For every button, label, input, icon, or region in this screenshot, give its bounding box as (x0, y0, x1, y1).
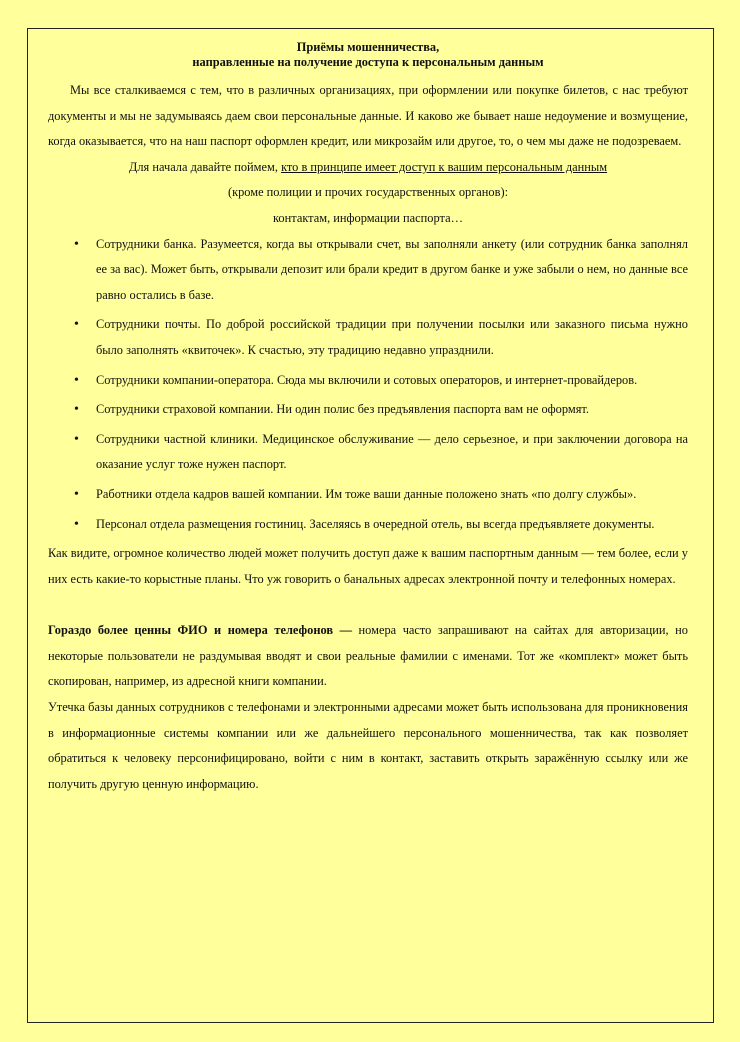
access-note: (кроме полиции и прочих государственных органов): (227, 185, 509, 200)
list-item: • Сотрудники почты. По доброй российской традиции при получении посылки или заказного письма нужно было заполнять «квиточек». К счастью, эту традицию недавно упразднили. (96, 312, 688, 363)
list-item: • Сотрудники компании-оператора. Сюда мы включили и сотовых операторов, и интернет-провайдеров. (96, 368, 688, 394)
access-list (48, 232, 688, 538)
access-details: контактам, информации паспорта… (273, 210, 463, 225)
fio-bold-lead: Гораздо более ценны ФИО и номера телефонов — (48, 623, 352, 638)
fio-rest: номера часто запрашивают на сайтах для авторизации, но некоторые пользователи не раздумывая вводят и свои реальные фамилии с именами. Тот же «комплект» может быть скопирован, например, из адресной книги компании. (48, 623, 688, 689)
access-prefix: Для начала давайте поймем, (128, 159, 282, 174)
document-content (48, 40, 688, 797)
list-item: • Сотрудники страховой компании. Ни один полис без предъявления паспорта вам не оформят. (96, 397, 688, 423)
list-item: • Персонал отдела размещения гостиниц. Заселяясь в очередной отель, вы всегда предъявляете документы. (96, 512, 688, 538)
leak-paragraph: Утечка базы данных сотрудников с телефонами и электронными адресами может быть использована для проникновения в информационные системы компании или же дальнейшего персонального мошенничества, так как позволяет обратиться к человеку персонифицировано, войти с ним в контакт, заставить открыть заражённую ссылку или же получить другую ценную информацию. (48, 700, 688, 791)
title-line-1: Приёмы мошенничества, (296, 40, 440, 54)
title-line-2: направленные на получение доступа к персональным данным (192, 55, 544, 69)
fio-paragraph (48, 618, 688, 695)
intro-paragraph: Мы все сталкиваемся с тем, что в различных организациях, при оформлении или покупке билетов, с нас требуют документы и мы не задумываясь даем свои персональные данные. И каково же бывает наше недоумение и возмущение, когда оказывается, что на наш паспорт оформлен кредит, или микрозайм или другое, то, о чем мы даже не подозреваем. (48, 83, 688, 149)
access-underlined: кто в принципе имеет доступ к вашим персональным данным (281, 159, 608, 174)
access-heading (48, 155, 688, 181)
conclusion-paragraph: Как видите, огромное количество людей может получить доступ даже к вашим паспортным данным — тем более, если у них есть какие-то корыстные планы. Что уж говорить о банальных адресах электронной почту и телефонных номерах. (48, 546, 688, 586)
list-item: • Сотрудники частной клиники. Медицинское обслуживание — дело серьезное, и при заключении договора на оказание услуг тоже нужен паспорт. (96, 427, 688, 478)
section-gap (48, 592, 688, 618)
list-item: • Сотрудники банка. Разумеется, когда вы открывали счет, вы заполняли анкету (или сотрудник банка заполнял ее за вас). Может быть, открывали депозит или брали кредит в другом банке и уже забыли о нем, но данные все равно остались в базе. (96, 232, 688, 309)
list-item: • Работники отдела кадров вашей компании. Им тоже ваши данные положено знать «по долгу службы». (96, 482, 688, 508)
page-title (48, 40, 688, 70)
